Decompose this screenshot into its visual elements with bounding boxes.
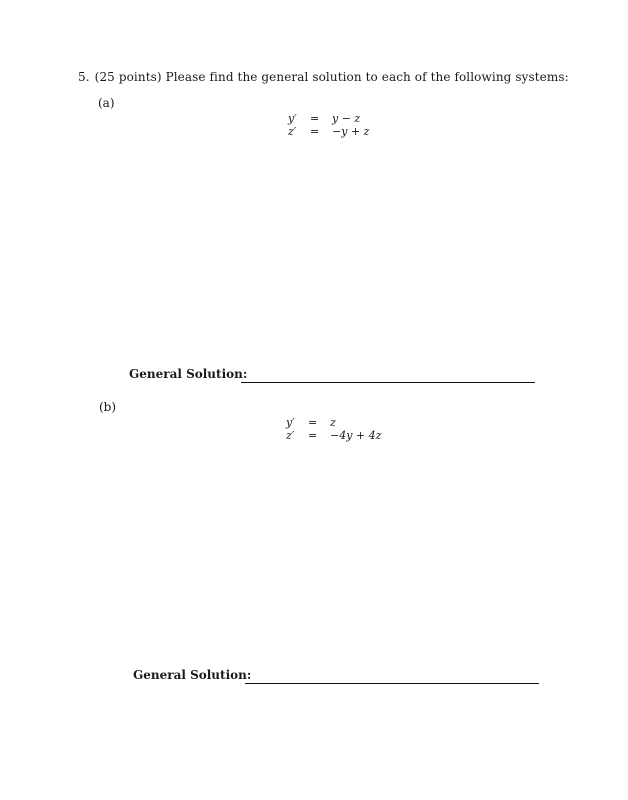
part-b-equations: [286, 416, 381, 442]
problem-header: [78, 70, 569, 84]
part-b-label: (b): [99, 400, 117, 414]
equation-rhs: z: [330, 416, 336, 429]
part-a-answer-line[interactable]: [241, 382, 535, 383]
problem-number: 5.: [78, 70, 90, 84]
equation-rhs: y − z: [332, 112, 361, 125]
equation-lhs: z′: [286, 429, 295, 442]
equals-sign: =: [310, 125, 320, 138]
equals-sign: =: [308, 429, 318, 442]
part-b-answer-label: General Solution:: [133, 668, 252, 682]
equation-row: [288, 125, 369, 138]
equals-sign: =: [308, 416, 318, 429]
equation-row: [286, 416, 381, 429]
equation-lhs: y′: [288, 112, 297, 125]
part-a-equations: [288, 112, 369, 138]
problem-text: (25 points) Please find the general solution to each of the following systems:: [94, 70, 569, 84]
equation-lhs: y′: [286, 416, 295, 429]
equals-sign: =: [310, 112, 320, 125]
part-a-answer-label: General Solution:: [129, 367, 248, 381]
part-b-answer-line[interactable]: [245, 683, 539, 684]
part-a-label: (a): [98, 96, 115, 110]
equation-row: [288, 112, 369, 125]
equation-row: [286, 429, 381, 442]
equation-lhs: z′: [288, 125, 297, 138]
equation-rhs: −4y + 4z: [330, 429, 382, 442]
equation-rhs: −y + z: [332, 125, 370, 138]
